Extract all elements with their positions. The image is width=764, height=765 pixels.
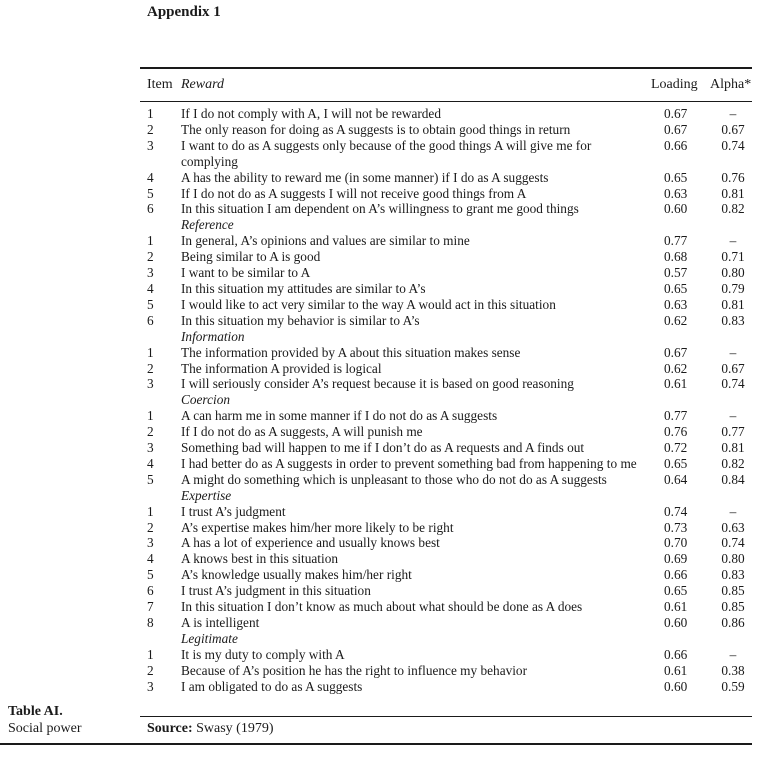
loading-value: 0.67 [664,344,688,360]
alpha-value: 0.77 [721,424,745,440]
table-row [0,615,764,631]
loading-value: 0.70 [664,535,688,551]
alpha-value: 0.83 [721,312,745,328]
loading-value: 0.77 [664,233,688,249]
item-statement: In this situation my behavior is similar to A’s [181,312,420,328]
item-statement: If I do not comply with A, I will not be rewarded [181,106,441,121]
table-bottom-rule [140,716,752,717]
alpha-value: – [729,106,737,121]
item-number: 5 [147,471,154,487]
table-row [0,599,764,615]
loading-value: 0.67 [664,121,688,137]
table-row [0,249,764,265]
table-row [0,106,764,122]
loading-value: 0.60 [664,678,688,694]
item-number: 2 [147,360,154,376]
table-row [0,408,764,424]
alpha-value: 0.79 [721,280,745,296]
item-statement: In this situation I don’t know as much about what should be done as A does [181,599,583,615]
alpha-value: 0.74 [721,376,745,392]
item-statement: In this situation I am dependent on A’s willingness to grant me good things [181,201,579,217]
item-number: 4 [147,280,154,296]
table-row [0,138,764,170]
loading-value: 0.76 [664,424,688,440]
alpha-value: 0.38 [721,662,745,678]
item-statement: Something bad will happen to me if I don’t do as A requests and A finds out [181,440,585,456]
alpha-value: 0.81 [721,296,745,312]
item-statement: I want to be similar to A [181,265,311,281]
alpha-value: – [729,503,737,519]
item-number: 8 [147,615,154,630]
appendix-heading: Appendix 1 [147,4,221,20]
table-row [0,122,764,138]
item-statement: A has a lot of experience and usually knows best [181,535,440,551]
item-number: 6 [147,583,154,599]
table-row [0,583,764,599]
table-row [0,297,764,313]
item-number: 2 [147,121,154,137]
item-statement: I trust A’s judgment in this situation [181,583,371,599]
loading-value: 0.62 [664,312,688,328]
loading-value: 0.60 [664,615,688,630]
table-row [0,535,764,551]
item-statement: A knows best in this situation [181,551,338,567]
table-caption [8,703,81,737]
loading-value: 0.60 [664,201,688,217]
alpha-value: 0.85 [721,583,745,599]
table-top-rule [140,67,752,69]
item-number: 3 [147,376,154,392]
item-statement: Because of A’s position he has the right to influence my behavior [181,662,528,678]
source-label: Source: [147,721,193,736]
item-statement: A’s knowledge usually makes him/her right [181,567,412,583]
loading-value: 0.77 [664,408,688,424]
loading-value: 0.61 [664,376,688,392]
item-number: 3 [147,137,154,153]
item-number: 1 [147,503,154,519]
item-statement: A can harm me in some manner if I do not do as A suggests [181,408,498,424]
loading-value: 0.66 [664,567,688,583]
loading-value: 0.62 [664,360,688,376]
item-number: 3 [147,265,154,281]
table-row [0,313,764,329]
table-row [0,520,764,536]
item-statement: A has the ability to reward me (in some manner) if I do as A suggests [181,169,549,185]
alpha-value: 0.74 [721,137,745,153]
source-text: Swasy (1979) [192,721,274,736]
alpha-value: 0.82 [721,201,745,217]
alpha-value: – [729,344,737,360]
loading-value: 0.72 [664,440,688,456]
item-number: 3 [147,440,154,456]
table-caption-label: Table AI. [8,704,63,719]
item-number: 3 [147,678,154,694]
table-row [0,551,764,567]
alpha-value: 0.82 [721,455,745,471]
section-heading: Expertise [181,487,232,503]
alpha-value: – [729,646,737,662]
item-statement: I trust A’s judgment [181,503,286,519]
page-bottom-rule [0,743,752,745]
loading-value: 0.57 [664,265,688,281]
table-row [0,440,764,456]
item-statement: I had better do as A suggests in order to prevent something bad from happening to me [181,455,637,471]
table-caption-title: Social power [8,721,82,736]
alpha-value: – [729,233,737,249]
loading-value: 0.63 [664,296,688,312]
item-number: 5 [147,296,154,312]
item-number: 7 [147,599,154,615]
alpha-value: 0.71 [721,249,745,265]
item-number: 2 [147,249,154,265]
item-statement: I want to do as A suggests only because of the good things A will give me for complying [181,137,592,169]
table-row [0,647,764,663]
table-row [0,186,764,202]
section-heading: Coercion [181,392,230,408]
item-statement: Being similar to A is good [181,249,321,265]
loading-value: 0.66 [664,137,688,153]
table-row [0,376,764,392]
item-statement: A’s expertise makes him/her more likely to be right [181,519,454,535]
alpha-value: 0.59 [721,678,745,694]
section-heading-reward: Reward [181,77,225,92]
section-heading-row [0,392,764,408]
section-heading: Reference [181,217,234,233]
alpha-value: 0.63 [721,519,745,535]
header-alpha: Alpha* [710,77,752,92]
item-statement: If I do not do as A suggests I will not receive good things from A [181,185,527,201]
section-heading: Legitimate [181,630,238,646]
item-statement: I would like to act very similar to the way A would act in this situation [181,296,556,312]
alpha-value: 0.80 [721,265,745,281]
loading-value: 0.64 [664,471,688,487]
item-number: 3 [147,535,154,551]
table-row [0,265,764,281]
item-statement: The information A provided is logical [181,360,382,376]
item-statement: A might do something which is unpleasant to those who do not do as A suggests [181,471,607,487]
table-header [0,77,764,95]
item-number: 4 [147,169,154,185]
item-number: 2 [147,519,154,535]
loading-value: 0.69 [664,551,688,567]
item-number: 4 [147,455,154,471]
table-row [0,424,764,440]
section-heading-row [0,488,764,504]
table-row [0,663,764,679]
table-row [0,361,764,377]
loading-value: 0.61 [664,599,688,615]
item-statement: I will seriously consider A’s request because it is based on good reasoning [181,376,574,392]
alpha-value: 0.74 [721,535,745,551]
item-number: 6 [147,312,154,328]
table-row [0,201,764,217]
loading-value: 0.65 [664,583,688,599]
alpha-value: 0.76 [721,169,745,185]
item-statement: The only reason for doing as A suggests is to obtain good things in return [181,121,571,137]
item-number: 6 [147,201,154,217]
loading-value: 0.61 [664,662,688,678]
item-number: 1 [147,344,154,360]
table-row [0,679,764,695]
source-note [147,721,274,737]
table-row [0,567,764,583]
alpha-value: 0.81 [721,440,745,456]
item-statement: I am obligated to do as A suggests [181,678,363,694]
header-loading: Loading [651,77,698,92]
header-item: Item [147,77,173,92]
section-heading-row [0,631,764,647]
loading-value: 0.65 [664,455,688,471]
item-statement: A is intelligent [181,615,260,630]
item-statement: In general, A’s opinions and values are similar to mine [181,233,470,249]
item-statement: If I do not do as A suggests, A will punish me [181,424,423,440]
item-number: 2 [147,424,154,440]
item-number: 5 [147,567,154,583]
section-heading: Information [181,328,245,344]
item-number: 5 [147,185,154,201]
loading-value: 0.68 [664,249,688,265]
item-number: 1 [147,408,154,424]
table-row [0,504,764,520]
table-body [0,106,764,695]
loading-value: 0.74 [664,503,688,519]
alpha-value: 0.86 [721,615,745,630]
table-row [0,345,764,361]
loading-value: 0.66 [664,646,688,662]
alpha-value: 0.81 [721,185,745,201]
alpha-value: 0.84 [721,471,745,487]
section-heading-row [0,217,764,233]
loading-value: 0.65 [664,280,688,296]
loading-value: 0.65 [664,169,688,185]
alpha-value: 0.83 [721,567,745,583]
item-number: 1 [147,106,154,121]
table-row [0,456,764,472]
item-statement: The information provided by A about this situation makes sense [181,344,521,360]
item-statement: In this situation my attitudes are similar to A’s [181,280,426,296]
item-number: 1 [147,233,154,249]
table-row [0,472,764,488]
table-row [0,281,764,297]
alpha-value: 0.67 [721,360,745,376]
item-number: 4 [147,551,154,567]
loading-value: 0.67 [664,106,688,121]
alpha-value: 0.85 [721,599,745,615]
alpha-value: 0.80 [721,551,745,567]
item-statement: It is my duty to comply with A [181,646,345,662]
table-row [0,233,764,249]
item-number: 2 [147,662,154,678]
section-heading-row [0,329,764,345]
table-header-rule [140,101,752,102]
loading-value: 0.63 [664,185,688,201]
loading-value: 0.73 [664,519,688,535]
alpha-value: – [729,408,737,424]
alpha-value: 0.67 [721,121,745,137]
item-number: 1 [147,646,154,662]
table-row [0,170,764,186]
